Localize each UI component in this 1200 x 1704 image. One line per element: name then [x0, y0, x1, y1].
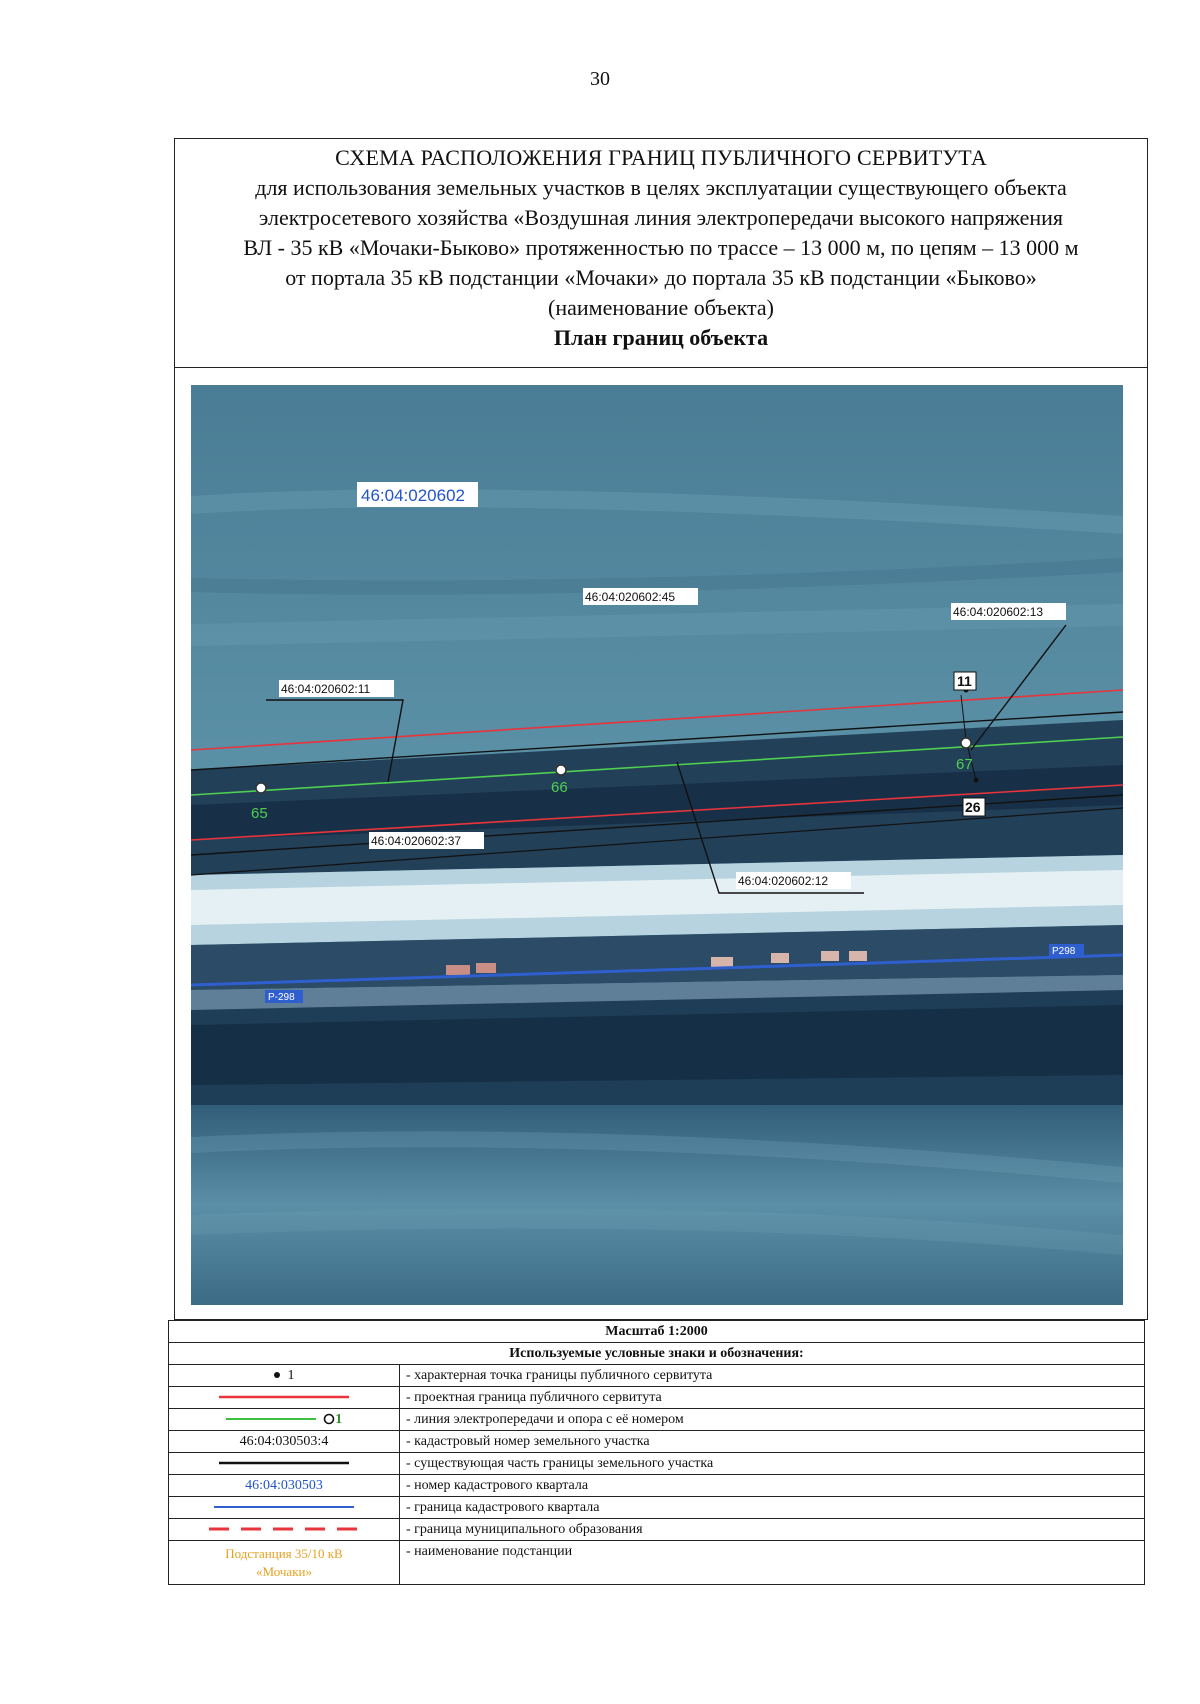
power-line-symbol: [169, 1409, 400, 1431]
legend-desc: - существующая часть границы земельного участка: [400, 1453, 1145, 1475]
legend-desc: - проектная граница публичного сервитута: [400, 1387, 1145, 1409]
servitude-boundary-symbol: [169, 1387, 400, 1409]
parcel-11-label: 46:04:020602:11: [281, 682, 371, 696]
legend-row-boundary-point: [169, 1365, 1145, 1387]
parcel-13-label: 46:04:020602:13: [953, 605, 1044, 619]
boundary-point: [974, 778, 979, 783]
legend-row-parcel-boundary: [169, 1453, 1145, 1475]
quarter-number-sample: 46:04:030503: [169, 1475, 400, 1497]
map-image: [191, 385, 1123, 1305]
parcel-12-tag: [736, 872, 851, 889]
object-description-line-3: ВЛ - 35 кВ «Мочаки-Быково» протяженностью по трассе – 13 000 м, по цепям – 13 000 м: [243, 235, 1079, 260]
pole-66-label: 66: [551, 779, 568, 796]
schema-title: СХЕМА РАСПОЛОЖЕНИЯ ГРАНИЦ ПУБЛИЧНОГО СЕРВИТУТА: [335, 145, 987, 170]
building: [446, 965, 470, 975]
building: [771, 953, 789, 963]
substation-sample-line-2: «Мочаки»: [256, 1563, 312, 1579]
legend-row-municipal-boundary: [169, 1519, 1145, 1541]
legend-heading: Используемые условные знаки и обозначения:: [169, 1343, 1145, 1365]
building: [711, 957, 733, 967]
legend-desc: - граница кадастрового квартала: [400, 1497, 1145, 1519]
legend-desc: - наименование подстанции: [400, 1541, 1145, 1585]
black-line-icon: [219, 1459, 349, 1467]
point-26-tag: [963, 798, 985, 816]
parcel-45-label: 46:04:020602:45: [585, 590, 676, 604]
legend-desc: - номер кадастрового квартала: [400, 1475, 1145, 1497]
legend-row-quarter-number: [169, 1475, 1145, 1497]
road-label-right-tag: [1049, 944, 1084, 957]
parcel-37-tag: [369, 832, 484, 849]
boundary-point-symbol: [169, 1365, 400, 1387]
road-label-left: Р-298: [268, 992, 295, 1003]
parcel-boundary-symbol: [169, 1453, 400, 1475]
legend-table: [168, 1320, 1145, 1585]
building: [849, 951, 867, 961]
building: [821, 951, 839, 961]
object-description-line-1: для использования земельных участков в целях эксплуатации существующего объекта: [255, 175, 1067, 200]
header-box: [174, 138, 1148, 368]
quarter-boundary-symbol: [169, 1497, 400, 1519]
legend-desc: - кадастровый номер земельного участка: [400, 1431, 1145, 1453]
substation-sample-line-1: Подстанция 35/10 кВ: [225, 1545, 343, 1561]
point-dot-icon: [274, 1372, 280, 1378]
point-11-tag: [954, 672, 976, 690]
municipal-boundary-symbol: [169, 1519, 400, 1541]
parcel-13-tag: [951, 603, 1066, 620]
dashed-red-line-icon: [209, 1525, 359, 1533]
road-label-right: Р298: [1052, 946, 1076, 957]
point-26-label: 26: [965, 799, 981, 815]
legend-row-quarter-boundary: [169, 1497, 1145, 1519]
quarter-number-label: 46:04:020602: [361, 486, 465, 505]
point-11-label: 11: [957, 673, 972, 689]
road-label-left-tag: [265, 990, 303, 1003]
legend-desc: - граница муниципального образования: [400, 1519, 1145, 1541]
scale-label: Масштаб 1:2000: [169, 1321, 1145, 1343]
legend-desc: - линия электропередачи и опора с её номером: [400, 1409, 1145, 1431]
quarter-number-tag: [357, 482, 478, 507]
object-description-line-4: от портала 35 кВ подстанции «Мочаки» до портала 35 кВ подстанции «Быково»: [285, 265, 1037, 290]
blue-line-icon: [214, 1503, 354, 1511]
red-line-icon: [219, 1393, 349, 1401]
parcel-37-label: 46:04:020602:37: [371, 834, 462, 848]
pole-65-label: 65: [251, 805, 268, 822]
page-number: 30: [590, 68, 610, 90]
object-name-caption: (наименование объекта): [548, 295, 774, 320]
parcel-number-sample: 46:04:030503:4: [169, 1431, 400, 1453]
legend-row-servitude-boundary: [169, 1387, 1145, 1409]
legend-row-power-line: [169, 1409, 1145, 1431]
parcel-11-tag: [279, 680, 394, 697]
parcel-12-label: 46:04:020602:12: [738, 874, 829, 888]
pole-67-label: 67: [956, 756, 973, 773]
legend-desc: - характерная точка границы публичного сервитута: [400, 1365, 1145, 1387]
pole-circle-icon: [323, 1413, 335, 1425]
plan-title: План границ объекта: [553, 325, 769, 350]
building: [476, 963, 496, 973]
green-line-icon: [226, 1414, 316, 1424]
object-description-line-2: электросетевого хозяйства «Воздушная линия электропередачи высокого напряжения: [258, 205, 1064, 230]
boundary-point-symbol-text: 1: [287, 1367, 295, 1383]
substation-name-sample: [169, 1541, 400, 1585]
parcel-45-tag: [583, 588, 698, 605]
pole-number-sample: 1: [335, 1411, 343, 1427]
legend-row-parcel-number: [169, 1431, 1145, 1453]
legend-row-substation: [169, 1541, 1145, 1585]
